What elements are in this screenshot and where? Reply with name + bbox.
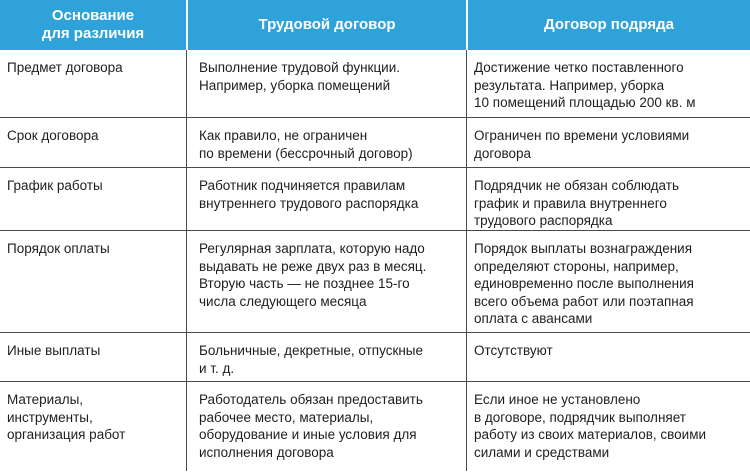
table-row	[0, 50, 750, 118]
cell-labor: Работодатель обязан предоставить рабочее место, материалы, оборудование и иные условия для исполнения договора	[186, 382, 466, 471]
cell-labor: Выполнение трудовой функции. Например, уборка помещений	[186, 50, 466, 117]
table-row	[0, 333, 750, 382]
cell-contract: Если иное не установлено в договоре, подрядчик выполняет работу из своих материалов, своими силами и средствами	[466, 382, 750, 471]
table-body	[0, 50, 750, 471]
table-row	[0, 168, 750, 231]
cell-basis: График работы	[7, 178, 103, 193]
cell-contract: Отсутствуют	[466, 333, 750, 382]
cell-contract: Ограничен по времени условиями договора	[466, 118, 750, 167]
header-basis-line2: для различия	[41, 25, 145, 42]
cell-basis: Материалы, инструменты, организация работ	[7, 392, 126, 442]
cell-labor: Регулярная зарплата, которую надо выдавать не реже двух раз в месяц. Вторую часть — не позднее 15-го числа следующего месяца	[186, 231, 466, 333]
table-row	[0, 231, 750, 333]
header-labor-contract: Трудовой договор	[186, 0, 466, 50]
cell-contract: Подрядчик не обязан соблюдать график и правила внутреннего трудового распорядка	[466, 168, 750, 235]
cell-labor: Больничные, декретные, отпускные и т. д.	[186, 333, 466, 382]
cell-basis: Срок договора	[7, 128, 99, 143]
cell-labor: Работник подчиняется правилам внутреннего трудового распорядка	[186, 168, 466, 235]
table-row	[0, 118, 750, 168]
cell-basis: Иные выплаты	[7, 343, 101, 358]
table-row	[0, 382, 750, 471]
header-basis-line1: Основание	[51, 7, 135, 24]
table-header	[0, 0, 750, 50]
cell-labor: Как правило, не ограничен по времени (бессрочный договор)	[186, 118, 466, 167]
cell-basis: Предмет договора	[7, 60, 123, 75]
header-work-contract: Договор подряда	[466, 0, 750, 50]
header-basis	[0, 0, 186, 50]
cell-contract: Порядок выплаты вознаграждения определяют стороны, например, единовременно после выполнения всего объема работ или поэтапная оплата с авансами	[466, 231, 750, 333]
cell-contract: Достижение четко поставленного результата. Например, уборка 10 помещений площадью 200 кв. м	[466, 50, 750, 117]
cell-basis: Порядок оплаты	[7, 241, 110, 256]
